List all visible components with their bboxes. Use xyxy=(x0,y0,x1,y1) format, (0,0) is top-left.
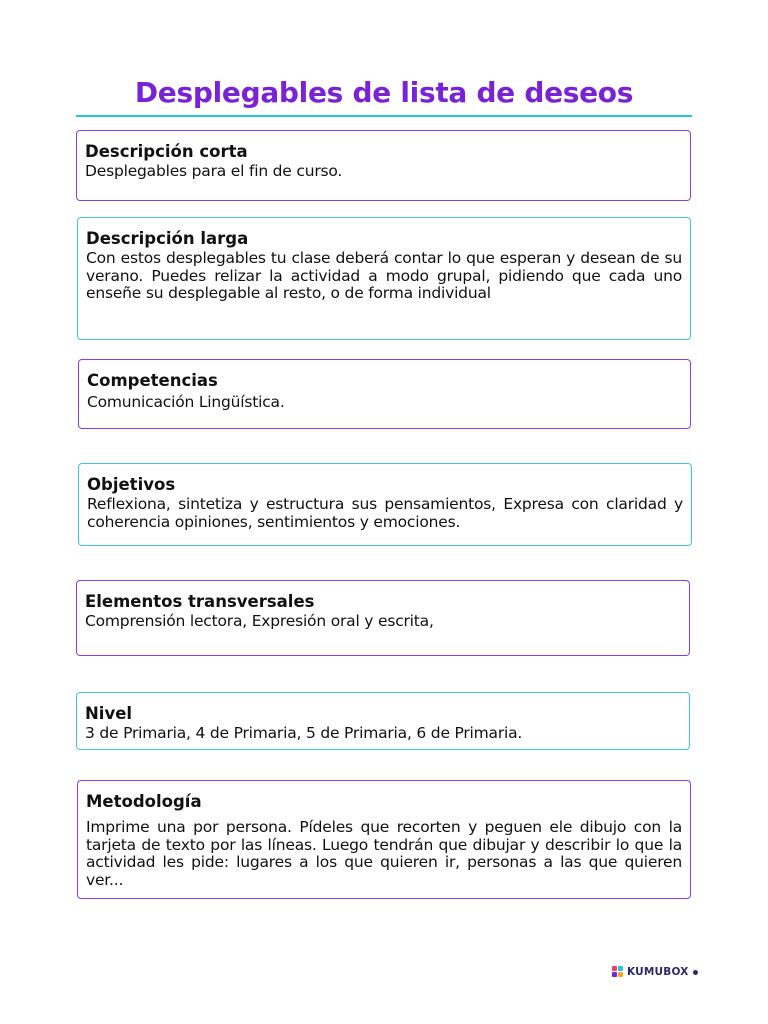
section-text: 3 de Primaria, 4 de Primaria, 5 de Primaria, 6 de Primaria. xyxy=(85,724,523,742)
kumubox-logo xyxy=(612,965,698,979)
section-text: Comprensión lectora, Expresión oral y escrita, xyxy=(85,612,434,630)
page-title: Desplegables de lista de deseos xyxy=(134,76,634,109)
section-label: Competencias xyxy=(87,371,218,390)
kumubox-logo-icon xyxy=(612,966,624,978)
title-divider xyxy=(76,115,692,117)
section-competencies xyxy=(78,359,691,429)
section-short-description xyxy=(76,130,691,201)
section-text: Comunicación Lingüística. xyxy=(87,393,285,411)
section-label: Objetivos xyxy=(87,475,176,494)
section-label: Descripción larga xyxy=(86,229,249,248)
section-label: Descripción corta xyxy=(85,142,248,161)
section-text: Con estos desplegables tu clase deberá contar lo que esperan y desean de su verano. Puedes relizar la actividad a modo grupal, pidiendo que cada uno enseñe su desplegable al resto, o de forma individual xyxy=(86,249,682,302)
section-text: Reflexiona, sintetiza y estructura sus pensamientos, Expresa con claridad y coherencia opiniones, sentimientos y emociones. xyxy=(87,495,683,531)
section-label: Nivel xyxy=(85,704,133,723)
section-cross-cutting-elements xyxy=(76,580,690,656)
logo-text: KUMUBOX xyxy=(627,966,689,978)
section-methodology xyxy=(77,780,691,899)
section-objectives xyxy=(78,463,692,546)
section-label: Metodología xyxy=(86,792,202,811)
section-label: Elementos transversales xyxy=(85,592,315,611)
section-text: Desplegables para el fin de curso. xyxy=(85,162,343,180)
section-long-description xyxy=(77,217,691,340)
section-level xyxy=(76,692,690,750)
section-text: Imprime una por persona. Pídeles que recorten y peguen ele dibujo con la tarjeta de texto por las líneas. Luego tendrán que dibujar y describir lo que la actividad les pide: lugares a los que quieren ir, personas a las que quieren ver... xyxy=(86,818,682,889)
registered-mark-icon xyxy=(693,970,698,975)
